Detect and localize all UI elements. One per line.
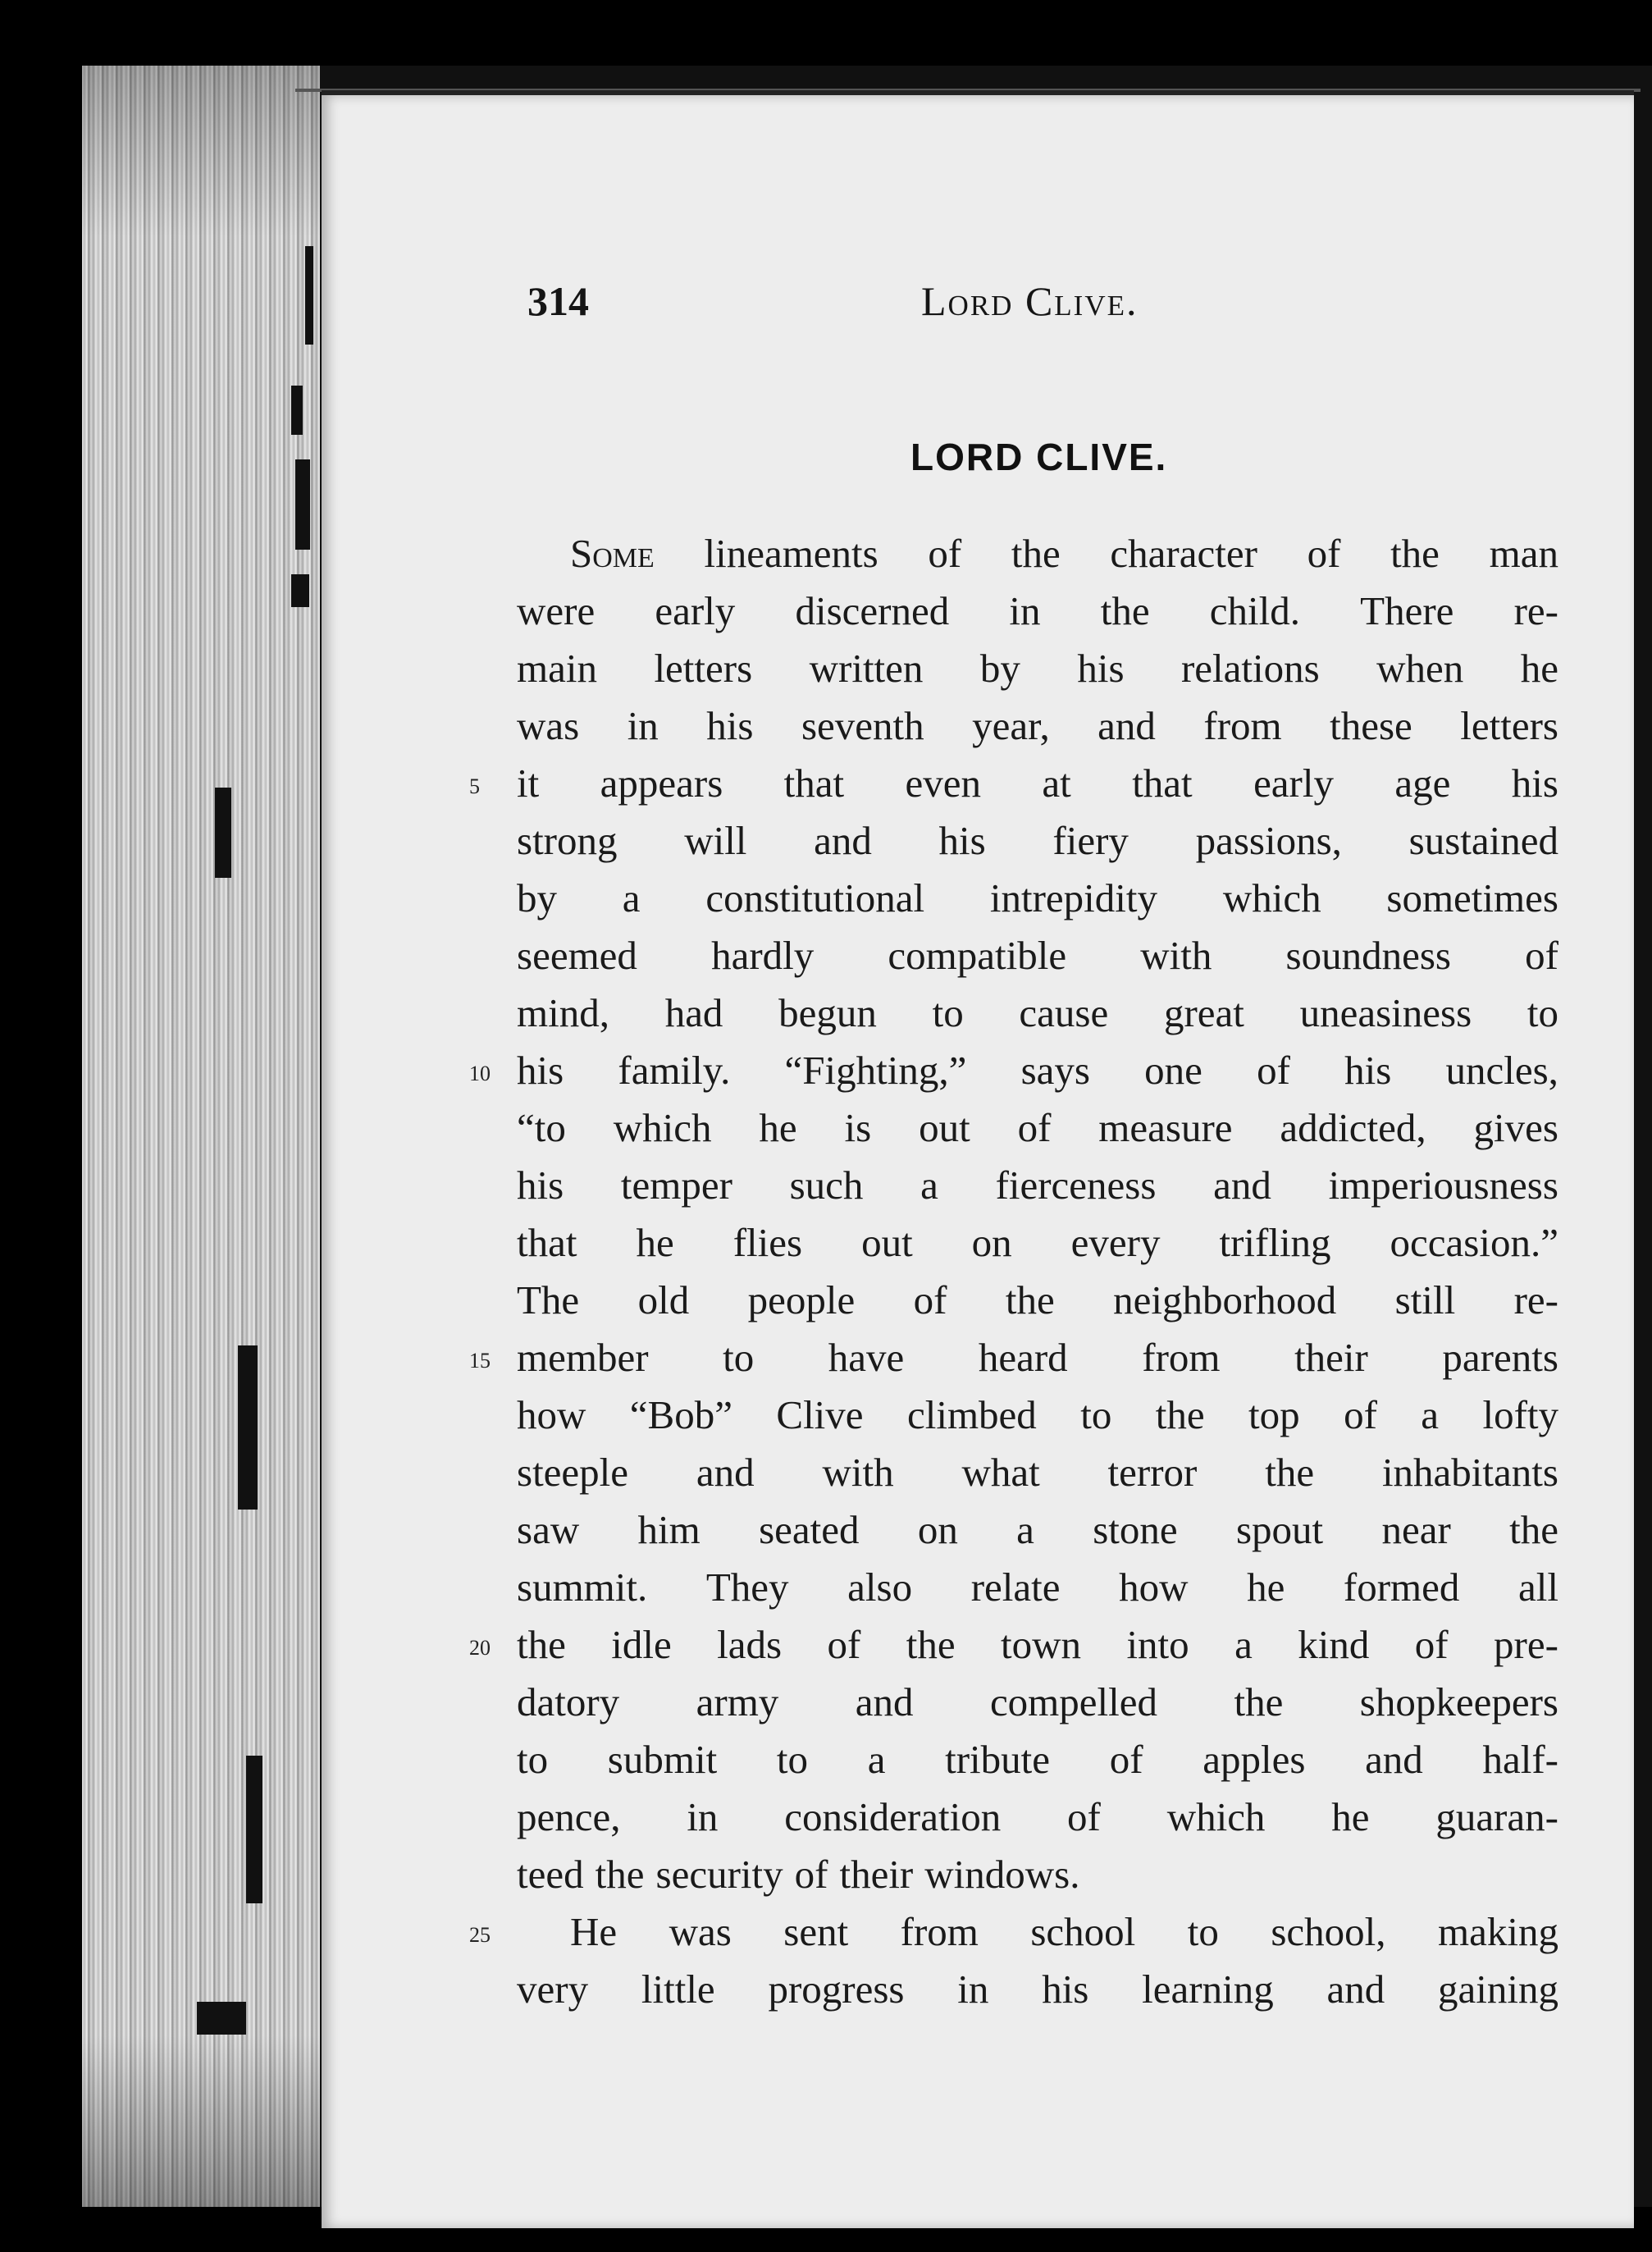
text-line <box>469 1042 1558 1099</box>
word: on <box>917 1507 958 1552</box>
word: people <box>747 1277 856 1322</box>
word: with <box>822 1450 894 1495</box>
word: his <box>938 818 986 863</box>
word: a <box>622 875 641 920</box>
word: and <box>855 1679 914 1724</box>
word: gives <box>1473 1105 1558 1150</box>
word: letters <box>1460 703 1558 748</box>
word: the <box>1100 588 1150 633</box>
word: begun <box>778 990 877 1035</box>
text-line <box>517 640 1558 697</box>
word: pre- <box>1494 1622 1558 1667</box>
word: teed <box>517 1852 584 1897</box>
word: to <box>776 1737 809 1782</box>
word: was <box>517 703 580 748</box>
word: every <box>1070 1220 1161 1265</box>
word: still <box>1394 1277 1456 1322</box>
word: re- <box>1513 1277 1558 1322</box>
page-header <box>527 277 1553 343</box>
word: he <box>1520 646 1558 691</box>
word: “to <box>517 1105 566 1150</box>
word: learning <box>1142 1967 1274 2012</box>
word: school <box>1030 1909 1136 1954</box>
word: windows. <box>924 1852 1080 1897</box>
word: how <box>1119 1565 1189 1610</box>
word: terror <box>1107 1450 1198 1495</box>
body-text <box>469 525 1558 2018</box>
word: even <box>905 761 982 806</box>
word: he <box>1331 1794 1370 1839</box>
word: also <box>847 1565 913 1610</box>
word: that <box>517 1220 577 1265</box>
line-number: 10 <box>469 1062 491 1085</box>
word: compelled <box>989 1679 1158 1724</box>
word: a <box>1016 1507 1034 1552</box>
word: formed <box>1343 1565 1460 1610</box>
word: saw <box>517 1507 580 1552</box>
word: with <box>1140 933 1212 978</box>
word: The <box>517 1277 580 1322</box>
word: uneasiness <box>1299 990 1472 1035</box>
text-line <box>517 697 1558 755</box>
text-line <box>517 1674 1558 1731</box>
word: Some <box>570 531 655 576</box>
word: the <box>1234 1679 1284 1724</box>
word: his <box>1344 1048 1392 1093</box>
word: will <box>684 818 747 863</box>
word: how <box>517 1392 586 1437</box>
word: the <box>1509 1507 1558 1552</box>
word: relations <box>1180 646 1320 691</box>
text-line <box>517 812 1558 870</box>
word: were <box>517 588 596 633</box>
word: constitutional <box>705 875 925 920</box>
word: of <box>1344 1392 1377 1437</box>
edge-mark <box>291 386 303 435</box>
word: all <box>1518 1565 1558 1610</box>
word: of <box>1109 1737 1143 1782</box>
page-number: 314 <box>527 278 589 324</box>
word: family. <box>618 1048 731 1093</box>
word: a <box>1234 1622 1253 1667</box>
word: of <box>928 531 962 576</box>
word: had <box>664 990 723 1035</box>
word: such <box>789 1163 864 1208</box>
word: intrepidity <box>989 875 1158 920</box>
edge-mark <box>291 574 309 607</box>
word: sent <box>783 1909 849 1954</box>
word: re- <box>1513 588 1558 633</box>
page-edges-shade <box>82 66 320 2207</box>
word: of <box>1257 1048 1290 1093</box>
edge-mark <box>305 246 313 345</box>
word: hardly <box>711 933 815 978</box>
word: when <box>1376 646 1464 691</box>
word: in <box>1009 588 1041 633</box>
word: what <box>961 1450 1040 1495</box>
word: guaran- <box>1435 1794 1558 1839</box>
word: of <box>1067 1794 1101 1839</box>
word: to <box>932 990 964 1035</box>
word: he <box>1247 1565 1285 1610</box>
word: year, <box>972 703 1050 748</box>
word: and <box>1213 1163 1271 1208</box>
word: inhabitants <box>1381 1450 1558 1495</box>
word: to <box>517 1737 549 1782</box>
word: which <box>1166 1794 1266 1839</box>
word: summit. <box>517 1565 648 1610</box>
text-line <box>517 1731 1558 1788</box>
edge-mark <box>197 2002 246 2035</box>
word: tribute <box>945 1737 1051 1782</box>
word: is <box>844 1105 872 1150</box>
word: one <box>1144 1048 1202 1093</box>
word: lineaments <box>704 531 878 576</box>
line-number: 20 <box>469 1636 491 1660</box>
edge-mark <box>295 459 310 550</box>
word: to <box>1527 990 1558 1035</box>
word: of <box>1017 1105 1052 1150</box>
word: main <box>517 646 597 691</box>
word: appears <box>600 761 723 806</box>
word: the <box>595 1852 645 1897</box>
word: says <box>1020 1048 1090 1093</box>
word: of <box>1307 531 1341 576</box>
word: top <box>1248 1392 1300 1437</box>
word: trifling <box>1219 1220 1331 1265</box>
word: and <box>814 818 872 863</box>
word: gaining <box>1438 1967 1558 2012</box>
word: to <box>723 1335 755 1380</box>
word: these <box>1330 703 1412 748</box>
word: from <box>1203 703 1282 748</box>
word: the <box>517 1622 566 1667</box>
text-line <box>517 582 1558 640</box>
word: lads <box>717 1622 783 1667</box>
line-number: 15 <box>469 1349 491 1373</box>
word: of <box>794 1852 828 1897</box>
text-line <box>517 1157 1558 1214</box>
text-line <box>517 1386 1558 1444</box>
word: was <box>669 1909 732 1954</box>
text-line <box>517 870 1558 927</box>
word: a <box>867 1737 886 1782</box>
word: the <box>1390 531 1440 576</box>
word: the <box>1005 1277 1055 1322</box>
word: fierceness <box>995 1163 1157 1208</box>
word: of <box>913 1277 947 1322</box>
word: character <box>1110 531 1257 576</box>
word: army <box>696 1679 779 1724</box>
word: uncles, <box>1445 1048 1558 1093</box>
word: near <box>1381 1507 1451 1552</box>
word: and <box>696 1450 755 1495</box>
line-number: 5 <box>469 774 480 798</box>
word: on <box>971 1220 1012 1265</box>
word: great <box>1163 990 1244 1035</box>
word: pence, <box>517 1794 621 1839</box>
word: measure <box>1098 1105 1233 1150</box>
word: heard <box>978 1335 1068 1380</box>
edge-mark <box>238 1345 258 1510</box>
word: in <box>957 1967 989 2012</box>
word: half- <box>1482 1737 1558 1782</box>
word: of <box>1414 1622 1449 1667</box>
word: relate <box>970 1565 1061 1610</box>
word: his <box>706 703 754 748</box>
word: neighborhood <box>1113 1277 1337 1322</box>
word: he <box>759 1105 797 1150</box>
text-line <box>517 984 1558 1042</box>
word: which <box>613 1105 712 1150</box>
word: and <box>1098 703 1156 748</box>
text-line <box>517 1846 1558 1903</box>
word: his <box>1511 761 1558 806</box>
text-line <box>517 1099 1558 1157</box>
word: of <box>1525 933 1558 978</box>
word: shopkeepers <box>1359 1679 1558 1724</box>
word: which <box>1222 875 1321 920</box>
word: apples <box>1202 1737 1306 1782</box>
word: They <box>705 1565 789 1610</box>
word: consideration <box>784 1794 1002 1839</box>
word: his <box>1042 1967 1089 2012</box>
text-line <box>517 1501 1558 1559</box>
word: very <box>517 1967 589 2012</box>
word: their <box>1294 1335 1368 1380</box>
word: steeple <box>517 1450 629 1495</box>
word: making <box>1437 1909 1558 1954</box>
word: a <box>920 1163 938 1208</box>
word: stone <box>1093 1507 1178 1552</box>
word: seemed <box>517 933 637 978</box>
word: man <box>1489 531 1558 576</box>
word: old <box>637 1277 690 1322</box>
text-line <box>517 927 1558 984</box>
word: security <box>655 1852 783 1897</box>
text-line <box>517 1788 1558 1846</box>
word: that <box>1132 761 1193 806</box>
word: kind <box>1298 1622 1370 1667</box>
word: him <box>637 1507 701 1552</box>
word: letters <box>654 646 753 691</box>
word: the <box>906 1622 956 1667</box>
text-line <box>469 1903 1558 1961</box>
word: in <box>627 703 659 748</box>
word: written <box>809 646 924 691</box>
word: seventh <box>801 703 924 748</box>
word: mind, <box>517 990 609 1035</box>
word: and <box>1365 1737 1423 1782</box>
text-line <box>469 755 1558 812</box>
word: member <box>517 1335 649 1380</box>
running-head: Lord Clive. <box>921 278 1139 324</box>
text-line <box>517 1961 1558 2018</box>
word: compatible <box>888 933 1067 978</box>
word: by <box>517 875 557 920</box>
word: progress <box>768 1967 905 2012</box>
word: have <box>828 1335 905 1380</box>
word: idle <box>611 1622 672 1667</box>
word: temper <box>620 1163 732 1208</box>
text-line <box>517 1272 1558 1329</box>
word: by <box>979 646 1020 691</box>
word: to <box>1080 1392 1112 1437</box>
word: from <box>900 1909 979 1954</box>
text-line <box>517 525 1558 582</box>
word: little <box>641 1967 715 2012</box>
word: into <box>1126 1622 1189 1667</box>
word: imperiousness <box>1328 1163 1558 1208</box>
word: out <box>861 1220 913 1265</box>
word: He <box>570 1909 618 1954</box>
word: in <box>687 1794 719 1839</box>
word: seated <box>759 1507 860 1552</box>
text-line <box>469 1616 1558 1674</box>
word: to <box>1187 1909 1219 1954</box>
word: “Fighting,” <box>784 1048 967 1093</box>
word: his <box>1077 646 1125 691</box>
word: early <box>655 588 736 633</box>
word: fiery <box>1052 818 1129 863</box>
word: he <box>636 1220 674 1265</box>
word: the <box>1265 1450 1315 1495</box>
word: flies <box>732 1220 803 1265</box>
word: at <box>1042 761 1071 806</box>
word: the <box>1155 1392 1205 1437</box>
word: addicted, <box>1280 1105 1426 1150</box>
word: soundness <box>1285 933 1451 978</box>
word: submit <box>607 1737 718 1782</box>
word: strong <box>517 818 618 863</box>
word: their <box>839 1852 914 1897</box>
word: climbed <box>906 1392 1037 1437</box>
word: “Bob” <box>629 1392 732 1437</box>
word: his <box>517 1163 564 1208</box>
word: from <box>1142 1335 1221 1380</box>
word: parents <box>1442 1335 1558 1380</box>
word: Clive <box>776 1392 864 1437</box>
word: it <box>517 761 540 806</box>
word: his <box>517 1048 564 1093</box>
edge-mark <box>246 1756 262 1903</box>
word: town <box>1001 1622 1082 1667</box>
word: There <box>1360 588 1454 633</box>
word: discerned <box>795 588 950 633</box>
word: passions, <box>1195 818 1342 863</box>
text-line <box>469 1329 1558 1386</box>
word: lofty <box>1482 1392 1558 1437</box>
word: occasion.” <box>1390 1220 1558 1265</box>
word: of <box>827 1622 861 1667</box>
word: sometimes <box>1386 875 1558 920</box>
word: child. <box>1209 588 1300 633</box>
word: that <box>783 761 845 806</box>
text-line <box>517 1559 1558 1616</box>
word: and <box>1326 1967 1385 2012</box>
word: age <box>1394 761 1451 806</box>
text-line <box>517 1214 1558 1272</box>
word: out <box>919 1105 970 1150</box>
word: school, <box>1271 1909 1386 1954</box>
word: early <box>1253 761 1334 806</box>
text-line <box>517 1444 1558 1501</box>
word: datory <box>517 1679 620 1724</box>
line-number: 25 <box>469 1923 491 1947</box>
word: sustained <box>1408 818 1558 863</box>
word: spout <box>1235 1507 1324 1552</box>
word: a <box>1421 1392 1440 1437</box>
word: cause <box>1019 990 1109 1035</box>
word: the <box>1011 531 1061 576</box>
chapter-title: LORD CLIVE. <box>910 436 1168 478</box>
edge-mark <box>215 788 231 878</box>
